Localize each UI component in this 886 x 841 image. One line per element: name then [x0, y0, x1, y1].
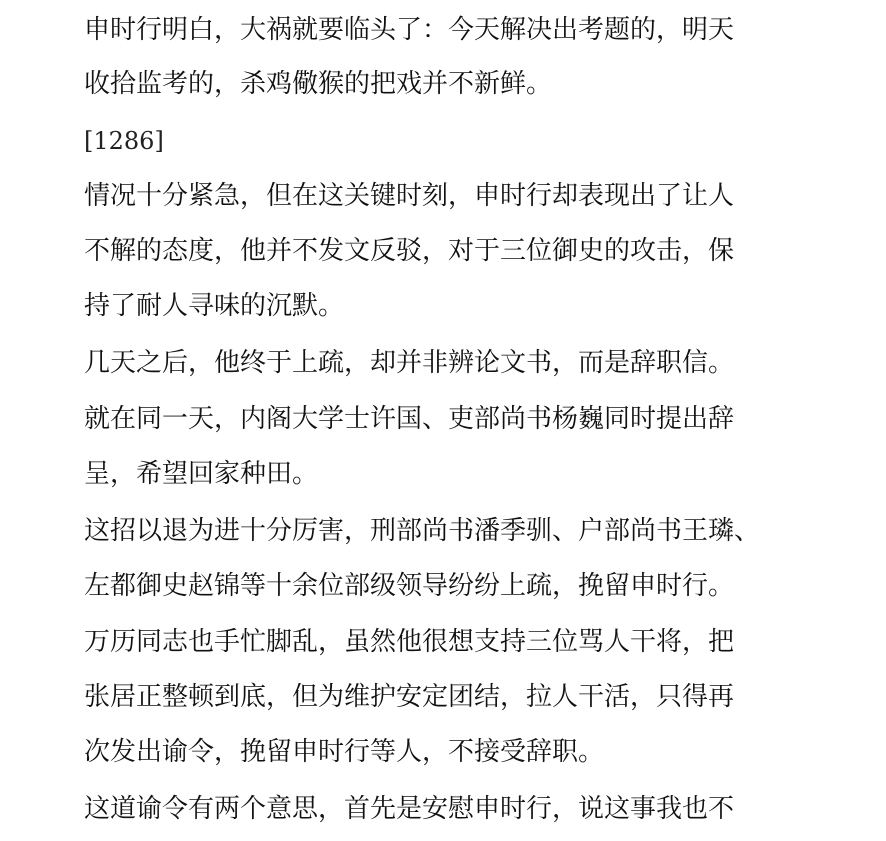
text-line: 呈，希望回家种田。 [84, 459, 319, 489]
text-line: 张居正整顿到底，但为维护安定团结，拉人干活，只得再 [84, 682, 735, 712]
text-line: 这招以退为进十分厉害，刑部尚书潘季驯、户部尚书王璘、 [84, 516, 761, 546]
text-line: 次发出谕令，挽留申时行等人，不接受辞职。 [84, 737, 605, 767]
text-line: 情况十分紧急，但在这关键时刻，申时行却表现出了让人 [84, 181, 735, 211]
text-line: 万历同志也手忙脚乱，虽然他很想支持三位骂人干将，把 [84, 627, 735, 657]
text-line: 收拾监考的，杀鸡儆猴的把戏并不新鲜。 [84, 69, 553, 99]
text-line: 左都御史赵锦等十余位部级领导纷纷上疏，挽留申时行。 [84, 571, 735, 601]
footnote-reference: [1286] [84, 127, 164, 155]
text-line: 申时行明白，大祸就要临头了：今天解决出考题的，明天 [84, 15, 735, 45]
text-line: 几天之后，他终于上疏，却并非辨论文书，而是辞职信。 [84, 348, 735, 378]
text-line: 不解的态度，他并不发文反驳，对于三位御史的攻击，保 [84, 236, 735, 266]
text-line: 这道谕令有两个意思，首先是安慰申时行，说这事我也不 [84, 794, 735, 824]
text-line: 持了耐人寻味的沉默。 [84, 291, 345, 321]
text-line: 就在同一天，内阁大学士许国、吏部尚书杨巍同时提出辞 [84, 404, 735, 434]
